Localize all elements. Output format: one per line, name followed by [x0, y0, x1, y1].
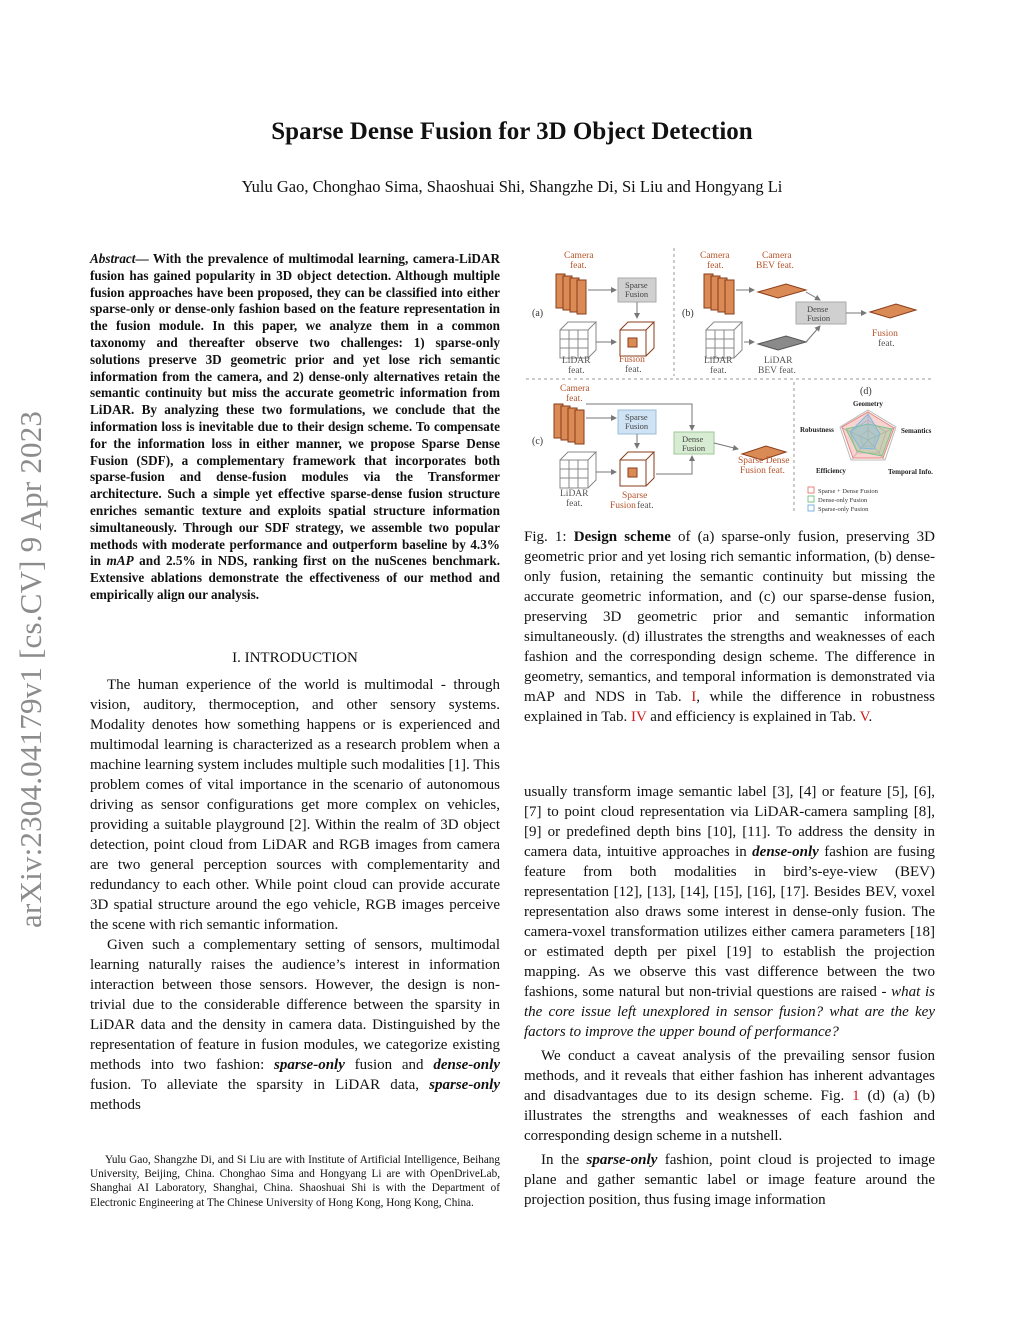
b-fusion-feat-label: feat. [878, 339, 895, 349]
caption-fig-label: Fig. 1: [524, 529, 574, 545]
a-lidar-voxel-cube [560, 322, 596, 358]
b-camera-feat-label: feat. [707, 261, 724, 271]
figure-1-design-scheme [524, 246, 935, 516]
abstract-label: Abstract [90, 251, 136, 266]
paper-title: Sparse Dense Fusion for 3D Object Detection [271, 118, 753, 145]
caption-text-3: and efficiency is explained in Tab. [646, 709, 860, 725]
intro-body [90, 675, 500, 1115]
intro-p2-a: Given such a complementary setting of sensors, multimodal learning naturally raises the audience’s interest in information interaction between those sensors. However, the design is non-trivial due to the considerable difference between the sparsity in LiDAR data and the density in camera data. Distinguished by the representation of feature in fusion modules, we categorize existing methods into two fashion: [90, 937, 500, 1073]
c-sparse-fusion-cube [620, 452, 654, 486]
ref-table-5[interactable]: V [859, 709, 869, 725]
c-fusion-label: Fusion [625, 421, 649, 431]
arxiv-stamp: arXiv:2304.04179v1 [cs.CV] 9 Apr 2023 [13, 410, 48, 928]
caption-text-4: . [868, 709, 873, 725]
a-camera-feat-label: feat. [570, 261, 587, 271]
b-lidar-label: LiDAR [704, 356, 733, 366]
c-lidar-feat-label: feat. [566, 499, 583, 509]
b-fusion-label: Fusion [807, 313, 831, 323]
caption-text-2: , while the difference in robustness explained in Tab. [524, 689, 935, 725]
b-camera-bev-plane [758, 284, 806, 298]
c-camera-feature-stack [554, 404, 584, 444]
right-paragraph-2 [524, 1046, 935, 1146]
c-sparse-out-label: Sparse [622, 491, 648, 501]
a-camera-label: Camera [564, 251, 594, 261]
footnote-text: Yulu Gao, Shangzhe Di, and Si Liu are with Institute of Artificial Intelligence, Beihang University, Beijing, China. Chonghao Sima and Hongyang Li are with OpenDriveLab, Shanghai AI Laboratory, Shanghai, China. Shaoshuai Shi is with the Department of Electronic Engineering at The Chinese University of Hong Kong, Hong Kong, China. [90, 1154, 500, 1209]
b-fusion-bev-plane [870, 304, 916, 318]
b-lidar-bev-feat-label: BEV feat. [758, 366, 796, 376]
right-term-sparse-only: sparse-only [586, 1152, 658, 1168]
ref-table-4[interactable]: IV [630, 709, 647, 725]
right-p1-b: fashion are fusing feature from both modalities in bird’s-eye-view (BEV) representation [12], [13], [14], [15], [16], [17]. Besides BEV, voxel representation also draws some interest in dense-only fusion. The camera-voxel transformation utilizes either camera parameters [18] or estimated depth per pixel [19] to establish the projection mapping. As we observe this vast difference between the two fashions, some natural but non-trivial questions are raised - [524, 844, 935, 1000]
a-lidar-label: LiDAR [562, 356, 591, 366]
radar-legend [808, 487, 879, 513]
term-sparse-only-2: sparse-only [429, 1077, 500, 1093]
right-p3-b: fashion, point cloud is projected to image plane and gather semantic label or image feature around the projection position, thus fusing image information [524, 1152, 935, 1208]
abstract [90, 251, 500, 604]
c-camera-label: Camera [560, 384, 590, 394]
right-term-dense-only: dense-only [752, 844, 819, 860]
right-paragraph-3 [524, 1150, 935, 1210]
abstract-map: mAP [106, 553, 134, 569]
b-lidar-bev-label: LiDAR [764, 356, 793, 366]
a-fusion-cube [620, 322, 654, 356]
right-p2-a: We conduct a caveat analysis of the prevailing sensor fusion methods, and it reveals that either fashion has inherent advantages and disadvantages due to its design scheme. Fig. [524, 1048, 935, 1104]
c-dense-fusion-label: Fusion [682, 443, 706, 453]
legend-sparse-dense: Sparse + Dense Fusion [818, 488, 878, 495]
a-sparse-label: Sparse [625, 280, 648, 290]
c-dense-label: Dense [682, 434, 704, 444]
a-fusion-feat-label: feat. [625, 365, 642, 375]
b-camera-label: Camera [700, 251, 730, 261]
section-heading-introduction: I. INTRODUCTION [232, 650, 358, 666]
right-body [524, 782, 935, 1210]
c-fusion-out-label: Fusion [610, 501, 636, 511]
b-lidar-feat-label: feat. [710, 366, 727, 376]
b-dense-label: Dense [807, 304, 829, 314]
a-fusion-label: Fusion [625, 289, 649, 299]
b-lidar-bev-plane [758, 336, 806, 350]
right-p1-a: usually transform image semantic label [3], [4] or feature [5], [6], [7] to point cloud representation via LiDAR-camera sampling [8], [9] or predefined depth bins [10], [11]. To address the density in camera data, intuitive approaches in [524, 784, 935, 860]
radar-axis-temporal: Temporal Info. [888, 468, 933, 476]
a-fusion-out-label: Fusion [619, 355, 645, 365]
affiliation-footnote [90, 1153, 500, 1210]
intro-paragraph-1: The human experience of the world is multimodal - through vision, auditory, thermoception, and other sensory systems. Modality denotes how something happens or is experienced and multimodal learning is characterized as a research problem when a machine learning system includes multiple such modalities [1]. This problem comes of vital importance in the scenario of autonomous driving as sensor configurations get more complex on vehicles, providing a suitable playground [2]. Within the realm of 3D object detection, point cloud from LiDAR and RGB images from camera are two general perception sources with complementarity and redundancy to each other. While point cloud can provide accurate 3D spatial structure around the ego vehicle, RGB images perceive the scene with rich semantic information. [90, 677, 500, 933]
b-camera-bev-feat-label: BEV feat. [756, 261, 794, 271]
c-lidar-voxel-cube [560, 452, 596, 488]
c-fusion-feat-label: Fusion feat. [740, 466, 785, 476]
legend-dense-only: Dense-only Fusion [818, 497, 868, 504]
a-lidar-feat-label: feat. [568, 366, 585, 376]
right-p3-a: In the [541, 1152, 587, 1168]
panel-c-label: (c) [532, 436, 544, 447]
ref-table-1[interactable]: I [691, 689, 697, 705]
author-list: Yulu Gao, Chonghao Sima, Shaoshuai Shi, Shangzhe Di, Si Liu and Hongyang Li [241, 177, 783, 196]
radar-axis-geometry: Geometry [853, 400, 883, 408]
intro-p2-c: fusion. To alleviate the sparsity in LiDAR data, [90, 1077, 430, 1093]
ref-figure-1[interactable]: 1 [852, 1088, 860, 1104]
right-paragraph-1 [524, 782, 935, 1042]
right-p1-question: what is the core issue left unexplored in sensor fusion? what are the key factors to improve the upper bound of performance? [524, 984, 935, 1040]
figure-1-caption [524, 527, 935, 727]
caption-bold: Design scheme [573, 529, 671, 545]
intro-paragraph-2 [90, 935, 500, 1115]
abstract-text: — With the prevalence of multimodal learning, camera-LiDAR fusion has gained popularity in 3D object detection. Although multiple fusion approaches have been proposed, they can be classified into either sparse-only or dense-only fashion based on the feature representation in the fusion module. In this paper, we analyze them in a common taxonomy and thereafter observe two challenges: 1) sparse-only solutions preserve 3D geometric prior and yet lose rich semantic information from the camera, and 2) dense-only alternatives retain the semantic continuity but miss the accurate geometric information from LiDAR. By analyzing these two formulations, we conclude that the information loss is inevitable due to their design scheme. To compensate for the information loss in either manner, we propose Sparse Dense Fusion (SDF), a complementary framework that incorporates both sparse-fusion and dense-fusion modules via the Transformer architecture. Such a simple yet effective sparse-dense fusion structure enriches semantic texture and exploits spatial structure information simultaneously. Through our SDF strategy, we assemble two popular methods with moderate performance and outperform baseline by 4.3% in [90, 251, 500, 569]
radar-axis-efficiency: Efficiency [816, 467, 846, 475]
intro-p2-b: fusion and [344, 1057, 434, 1073]
b-camera-feature-stack [704, 274, 734, 314]
b-fusion-out-label: Fusion [872, 329, 898, 339]
b-lidar-voxel-cube [706, 322, 742, 358]
radar-chart [840, 410, 896, 460]
legend-sparse-only: Sparse-only Fusion [818, 506, 869, 513]
intro-p2-d: methods [90, 1097, 141, 1113]
b-camera-bev-label: Camera [762, 251, 792, 261]
abstract-text-2: and 2.5% in NDS, ranking first on the nuScenes benchmark. Extensive ablations demonstrate the effectiveness of our method and empirically align our analysis. [90, 553, 500, 602]
radar-axis-robustness: Robustness [800, 426, 834, 434]
panel-a-label: (a) [532, 308, 544, 319]
term-sparse-only: sparse-only [274, 1057, 345, 1073]
c-sparse-label: Sparse [625, 412, 648, 422]
c-camera-feat-label: feat. [566, 394, 583, 404]
c-sparse-dense-label: Sparse Dense [738, 456, 790, 466]
panel-d-label: (d) [860, 386, 872, 397]
a-camera-feature-stack [556, 274, 586, 314]
panel-b-label: (b) [682, 308, 694, 319]
c-lidar-label: LiDAR [560, 489, 589, 499]
radar-axis-semantics: Semantics [901, 427, 932, 435]
caption-text: of (a) sparse-only fusion, preserving 3D geometric prior and yet losing rich semantic information, (b) dense-only fusion, retaining the semantic continuity but missing the accurate geometric information, and (c) our sparse-dense fusion, preserving 3D geometric prior and semantic information simultaneously. (d) illustrates the strengths and weaknesses of each fashion and the corresponding design scheme. The difference in geometry, semantics, and temporal information is demonstrated via mAP and NDS in Tab. [524, 529, 935, 705]
right-p2-b: (d) (a) (b) illustrates the strengths and weaknesses of each fashion and corresponding design scheme in a nutshell. [524, 1088, 935, 1144]
term-dense-only: dense-only [433, 1057, 500, 1073]
c-fusion-feat-label: feat. [637, 501, 654, 511]
